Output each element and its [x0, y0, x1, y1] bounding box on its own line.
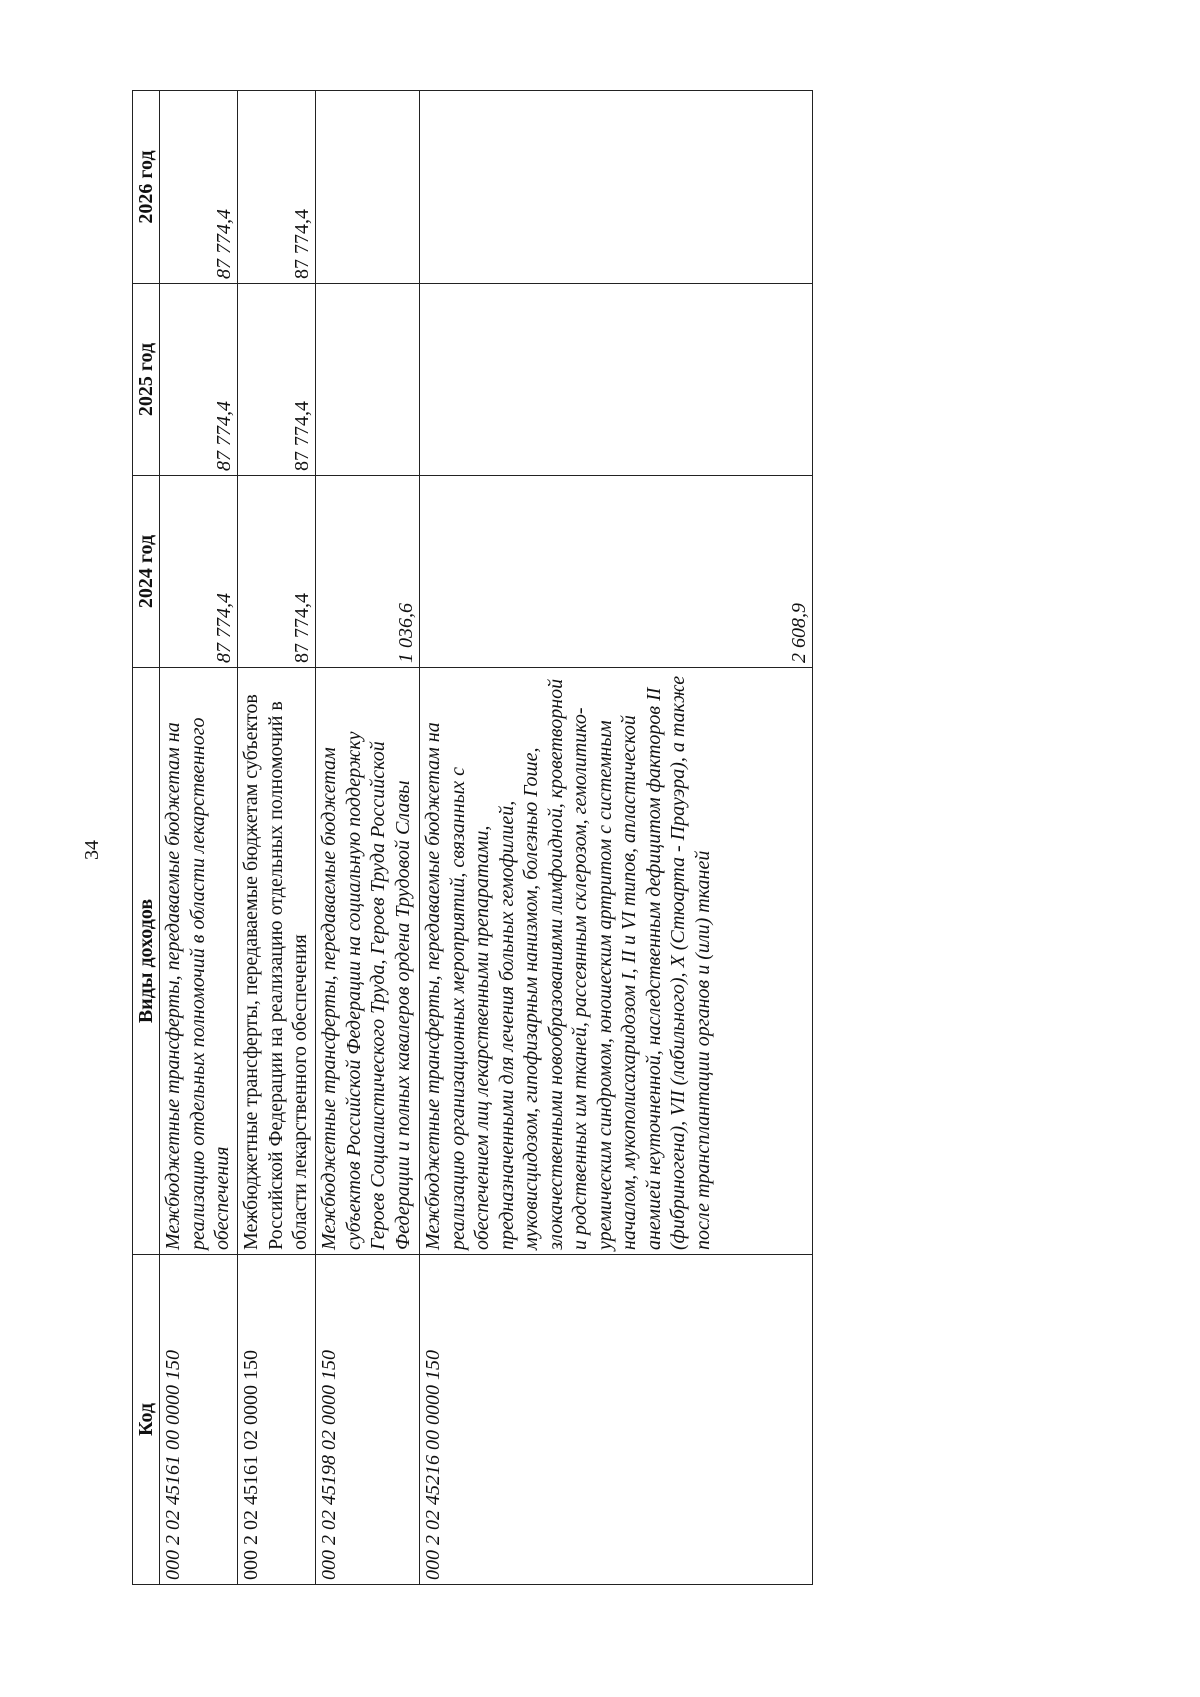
table-row — [316, 91, 420, 1585]
header-revenue-type: Виды доходов — [133, 668, 160, 1255]
row-description: Межбюджетные трансферты, передаваемые бюджетам на реализацию организационных мероприятий, связанных с обеспечением лиц лекарственными препаратами, предназначенными для лечения больных гемофилией, муковисцидозом, гипофизарным нанизмом, болезнью Гоше, злокачественными новообразованиями лимфоидной, кроветворной и родственных им тканей, рассеянным склерозом, гемолитико-уремическим синдромом, юношеским артритом с системным началом, мукополисахаридозом I, II и VI типов, апластической анемией неуточненной, наследственным дефицитом факторов II (фибриногена), VII (лабильного), X (Стюарта - Прауэра), а также после трансплантации органов и (или) тканей — [420, 668, 813, 1255]
rotated-table-container — [132, 91, 813, 1585]
row-value-2026: 87 774,4 — [238, 91, 316, 284]
row-code: 000 2 02 45161 00 0000 150 — [160, 1255, 238, 1585]
header-2026: 2026 год — [133, 91, 160, 284]
row-value-2026 — [420, 91, 813, 284]
header-2024: 2024 год — [133, 476, 160, 668]
header-2025: 2025 год — [133, 284, 160, 476]
row-value-2025: 87 774,4 — [238, 284, 316, 476]
row-description: Межбюджетные трансферты, передаваемые бюджетам субъектов Российской Федерации на социальную поддержку Героев Социалистического Труда, Героев Труда Российской Федерации и полных кавалеров ордена Трудовой Славы — [316, 668, 420, 1255]
row-value-2026: 87 774,4 — [160, 91, 238, 284]
row-description: Межбюджетные трансферты, передаваемые бюджетам на реализацию отдельных полномочий в области лекарственного обеспечения — [160, 668, 238, 1255]
row-value-2024: 87 774,4 — [160, 476, 238, 668]
row-code: 000 2 02 45198 02 0000 150 — [316, 1255, 420, 1585]
page-number: 34 — [81, 840, 103, 860]
table-row — [420, 91, 813, 1585]
row-value-2026 — [316, 91, 420, 284]
row-value-2025: 87 774,4 — [160, 284, 238, 476]
row-value-2024: 1 036,6 — [316, 476, 420, 668]
row-code: 000 2 02 45161 02 0000 150 — [238, 1255, 316, 1585]
table-row — [238, 91, 316, 1585]
row-value-2025 — [316, 284, 420, 476]
row-value-2024: 87 774,4 — [238, 476, 316, 668]
row-value-2025 — [420, 284, 813, 476]
row-code: 000 2 02 45216 00 0000 150 — [420, 1255, 813, 1585]
revenue-table — [132, 90, 813, 1585]
table-row — [160, 91, 238, 1585]
row-description: Межбюджетные трансферты, передаваемые бюджетам субъектов Российской Федерации на реализацию отдельных полномочий в области лекарственного обеспечения — [238, 668, 316, 1255]
header-code: Код — [133, 1255, 160, 1585]
row-value-2024: 2 608,9 — [420, 476, 813, 668]
